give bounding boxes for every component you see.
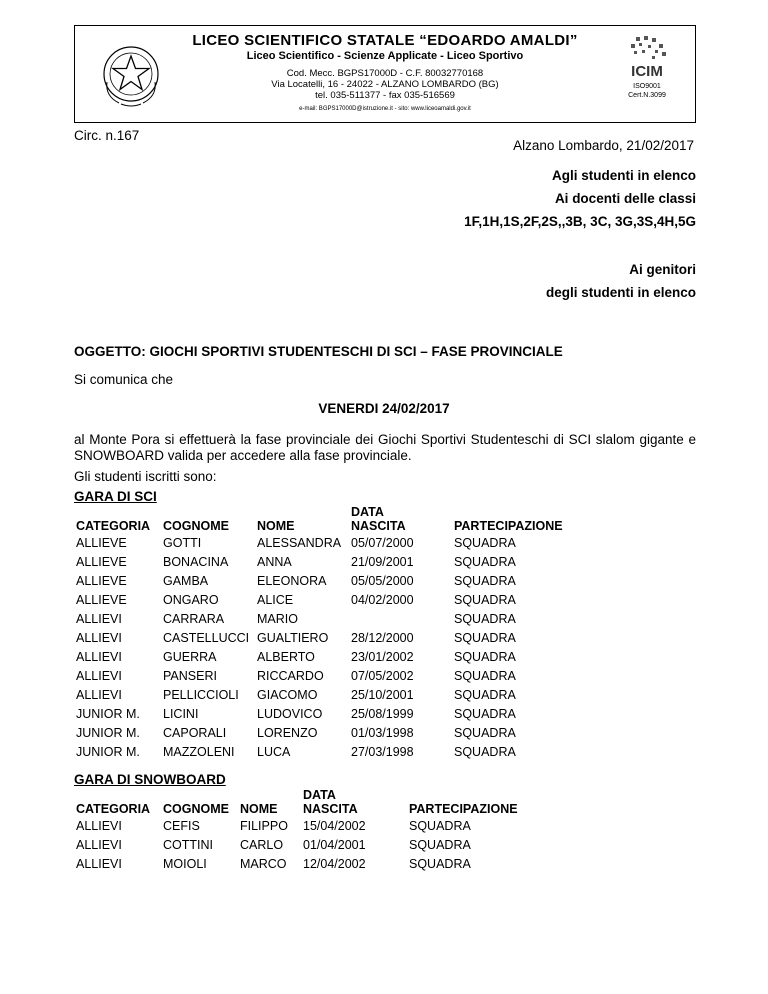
cell-cognome: MOIOLI	[163, 856, 207, 871]
cell-data: 04/02/2000	[351, 592, 414, 607]
cell-categoria: ALLIEVE	[76, 535, 127, 550]
column-header-partecipazione: PARTECIPAZIONE	[409, 802, 518, 816]
cell-data: 28/12/2000	[351, 630, 414, 645]
cell-cognome: BONACINA	[163, 554, 229, 569]
column-header-cognome: COGNOME	[163, 802, 229, 816]
table-row	[76, 685, 594, 704]
cell-partecipazione: SQUADRA	[454, 611, 516, 626]
event-date: VENERDI 24/02/2017	[318, 401, 450, 416]
cell-categoria: ALLIEVI	[76, 818, 122, 833]
cell-partecipazione: SQUADRA	[454, 573, 516, 588]
table-row	[76, 666, 594, 685]
cell-cognome: CARRARA	[163, 611, 225, 626]
cell-categoria: JUNIOR M.	[76, 706, 140, 721]
school-subtitle: Liceo Scientifico - Scienze Applicate - Liceo Sportivo	[246, 50, 524, 62]
recipient-line: Ai genitori	[629, 262, 696, 277]
cert-number: Cert.N.3099	[628, 92, 666, 99]
cell-categoria: ALLIEVE	[76, 592, 127, 607]
cell-partecipazione: SQUADRA	[454, 649, 516, 664]
cell-data: 05/07/2000	[351, 535, 414, 550]
cell-nome: ALESSANDRA	[257, 535, 342, 550]
place-date: Alzano Lombardo, 21/02/2017	[513, 138, 694, 153]
letterhead	[74, 25, 696, 123]
enrolled-text: Gli studenti iscritti sono:	[74, 469, 217, 484]
table-row	[76, 704, 594, 723]
cell-cognome: GAMBA	[163, 573, 209, 588]
cell-data: 15/04/2002	[303, 818, 366, 833]
cell-nome: LUCA	[257, 744, 291, 759]
table-row	[76, 552, 594, 571]
icim-logo-icon	[622, 34, 672, 82]
cell-cognome: GOTTI	[163, 535, 202, 550]
cell-partecipazione: SQUADRA	[454, 668, 516, 683]
body-paragraph: al Monte Pora si effettuerà la fase provinciale dei Giochi Sportivi Studenteschi di SCI slalom gigante e SNOWBOARD valida per accedere alla fase provinciale.	[74, 432, 696, 463]
cell-nome: MARCO	[240, 856, 287, 871]
cell-data: 25/10/2001	[351, 687, 414, 702]
ski-section-heading: GARA DI SCI	[74, 489, 157, 504]
cell-data: 01/04/2001	[303, 837, 366, 852]
column-header-categoria: CATEGORIA	[76, 802, 151, 816]
cell-partecipazione: SQUADRA	[454, 687, 516, 702]
cell-partecipazione: SQUADRA	[409, 818, 471, 833]
cell-partecipazione: SQUADRA	[454, 554, 516, 569]
cell-data: 12/04/2002	[303, 856, 366, 871]
cell-categoria: ALLIEVI	[76, 611, 122, 626]
cell-nome: FILIPPO	[240, 818, 288, 833]
cell-nome: ANNA	[257, 554, 292, 569]
cell-nome: ELEONORA	[257, 573, 327, 588]
cell-categoria: ALLIEVI	[76, 649, 122, 664]
cell-partecipazione: SQUADRA	[454, 535, 516, 550]
cell-cognome: CEFIS	[163, 818, 200, 833]
cell-nome: CARLO	[240, 837, 284, 852]
cell-cognome: ONGARO	[163, 592, 219, 607]
svg-text:ICIM: ICIM	[631, 63, 663, 80]
cell-partecipazione: SQUADRA	[409, 856, 471, 871]
recipient-line: degli studenti in elenco	[545, 285, 696, 300]
cell-data: 23/01/2002	[351, 649, 414, 664]
table-row	[76, 533, 594, 552]
cell-partecipazione: SQUADRA	[454, 592, 516, 607]
cell-data: 07/05/2002	[351, 668, 414, 683]
recipient-line: Ai docenti delle classi	[554, 191, 696, 206]
table-row	[76, 647, 594, 666]
cell-cognome: MAZZOLENI	[163, 744, 235, 759]
cell-categoria: ALLIEVI	[76, 668, 122, 683]
column-header-data-nascita: DATA NASCITA	[303, 788, 358, 816]
snowboard-roster-table	[76, 788, 549, 873]
table-row	[76, 742, 594, 761]
cell-cognome: GUERRA	[163, 649, 217, 664]
cell-data	[351, 609, 454, 628]
snowboard-section-heading: GARA DI SNOWBOARD	[74, 772, 226, 787]
table-row	[76, 854, 549, 873]
cell-nome: ALBERTO	[257, 649, 315, 664]
ski-roster-table	[76, 505, 594, 761]
cell-nome: MARIO	[257, 611, 298, 626]
cell-categoria: JUNIOR M.	[76, 725, 140, 740]
cell-nome: GUALTIERO	[257, 630, 329, 645]
cell-nome: LUDOVICO	[257, 706, 323, 721]
cell-categoria: ALLIEVI	[76, 630, 122, 645]
recipients	[464, 164, 696, 304]
circular-number: Circ. n.167	[74, 128, 140, 143]
column-header-nome: NOME	[257, 519, 295, 533]
intro-text: Si comunica che	[74, 372, 174, 387]
cell-categoria: ALLIEVE	[76, 554, 127, 569]
cell-data: 21/09/2001	[351, 554, 414, 569]
column-header-cognome: COGNOME	[163, 519, 229, 533]
recipient-line: Agli studenti in elenco	[551, 168, 696, 183]
table-row	[76, 835, 549, 854]
cell-nome: LORENZO	[257, 725, 318, 740]
table-row	[76, 628, 594, 647]
column-header-partecipazione: PARTECIPAZIONE	[454, 519, 563, 533]
column-header-data-nascita: DATA NASCITA	[351, 505, 406, 533]
cell-data: 27/03/1998	[351, 744, 414, 759]
cell-cognome: PANSERI	[163, 668, 217, 683]
table-row	[76, 590, 594, 609]
table-row	[76, 609, 594, 628]
icim-certification-logo	[613, 34, 681, 118]
cell-nome: GIACOMO	[257, 687, 318, 702]
cell-cognome: CAPORALI	[163, 725, 227, 740]
column-header-nome: NOME	[240, 802, 278, 816]
subject-line: OGGETTO: GIOCHI SPORTIVI STUDENTESCHI DI SCI – FASE PROVINCIALE	[74, 344, 563, 359]
table-row	[76, 816, 549, 835]
cell-partecipazione: SQUADRA	[454, 630, 516, 645]
cell-data: 05/05/2000	[351, 573, 414, 588]
school-email: e-mail: BGPS17000D@istruzione.it - sito: www.liceoamaldi.gov.it	[299, 106, 471, 112]
recipient-line: 1F,1H,1S,2F,2S,,3B, 3C, 3G,3S,4H,5G	[464, 214, 696, 229]
cell-cognome: PELLICCIOLI	[163, 687, 239, 702]
iso-cert: ISO9001	[633, 83, 661, 90]
cell-partecipazione: SQUADRA	[454, 744, 516, 759]
school-address: Via Locatelli, 16 - 24022 - ALZANO LOMBARDO (BG)	[271, 79, 499, 90]
cell-categoria: JUNIOR M.	[76, 744, 140, 759]
cell-categoria: ALLIEVE	[76, 573, 127, 588]
cell-categoria: ALLIEVI	[76, 856, 122, 871]
cell-cognome: CASTELLUCCI	[163, 630, 250, 645]
cell-cognome: COTTINI	[163, 837, 213, 852]
cell-categoria: ALLIEVI	[76, 837, 122, 852]
cell-nome: ALICE	[257, 592, 294, 607]
cell-partecipazione: SQUADRA	[454, 706, 516, 721]
cell-categoria: ALLIEVI	[76, 687, 122, 702]
cell-data: 25/08/1999	[351, 706, 414, 721]
school-codes: Cod. Mecc. BGPS17000D - C.F. 80032770168	[286, 68, 484, 79]
cell-partecipazione: SQUADRA	[409, 837, 471, 852]
cell-data: 01/03/1998	[351, 725, 414, 740]
italian-republic-emblem-icon	[99, 40, 163, 110]
table-row	[76, 571, 594, 590]
school-phone: tel. 035-511377 - fax 035-516569	[315, 90, 455, 101]
column-header-categoria: CATEGORIA	[76, 519, 151, 533]
school-name: LICEO SCIENTIFICO STATALE “EDOARDO AMALDI”	[192, 32, 578, 49]
cell-cognome: LICINI	[163, 706, 199, 721]
cell-nome: RICCARDO	[257, 668, 324, 683]
cell-partecipazione: SQUADRA	[454, 725, 516, 740]
table-row	[76, 723, 594, 742]
